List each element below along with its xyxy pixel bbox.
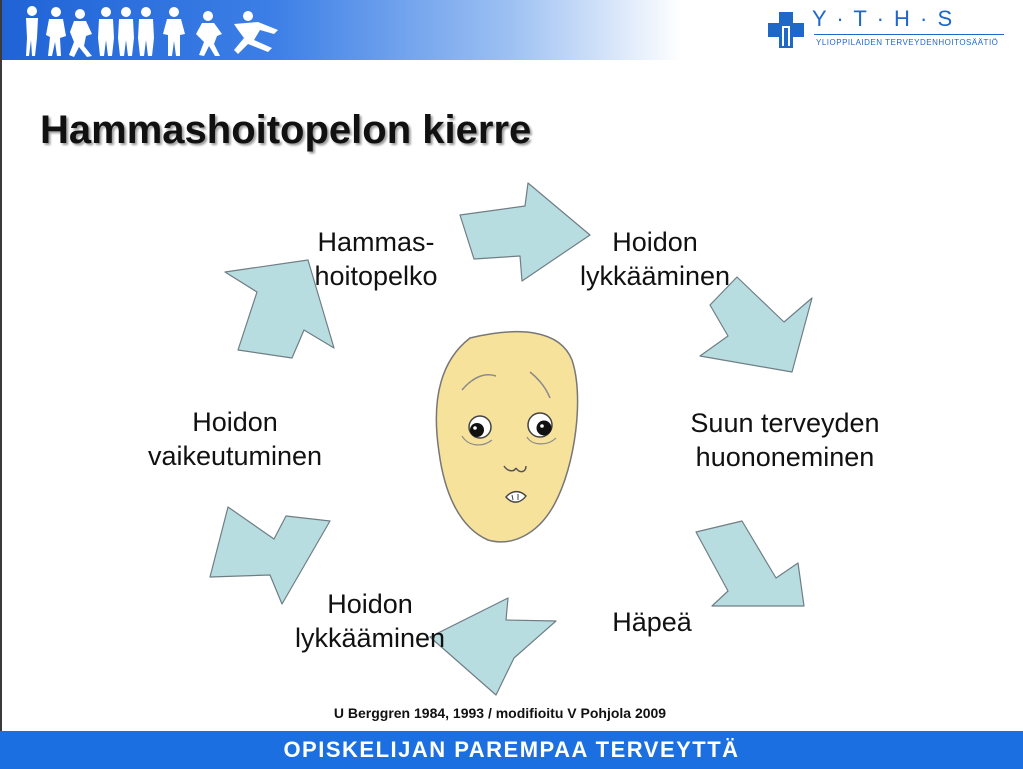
- citation: U Berggren 1984, 1993 / modifioitu V Pohjola 2009: [333, 705, 667, 721]
- step-line: Hammas-: [317, 227, 435, 257]
- step-label-hammashoitopelko: [296, 225, 456, 293]
- step-line: Hoidon: [327, 589, 413, 619]
- logo-letters: Y · T · H · S: [812, 6, 955, 31]
- slide-title: Hammashoitopelon kierre: [40, 108, 532, 152]
- step-line: huononeminen: [695, 442, 875, 472]
- step-line: vaikeutuminen: [147, 441, 323, 471]
- step-line: Hoidon: [612, 227, 698, 257]
- worried-face-icon: [436, 332, 577, 542]
- step-line: Häpeä: [612, 607, 692, 637]
- step-label-hoidon-vaikeutuminen: [130, 405, 340, 473]
- step-line: lykkääminen: [294, 623, 446, 653]
- step-line: Suun terveyden: [690, 408, 880, 438]
- footer-text: OPISKELIJAN PAREMPAA TERVEYTTÄ: [283, 737, 740, 762]
- step-line: hoitopelko: [314, 261, 438, 291]
- cycle-arrow-3: [696, 521, 804, 606]
- step-label-hapea: [582, 605, 722, 639]
- step-label-hoidon-lykkaaminen-2: [284, 587, 456, 655]
- step-label-suun-terveyden-huononeminen: [670, 406, 900, 474]
- logo-subtitle: YLIOPPILAIDEN TERVEYDENHOITOSÄÄTIÖ: [816, 38, 999, 47]
- step-line: Hoidon: [192, 407, 278, 437]
- step-line: lykkääminen: [579, 261, 731, 291]
- footer-bar: [0, 731, 1023, 769]
- step-label-hoidon-lykkaaminen-1: [565, 225, 745, 293]
